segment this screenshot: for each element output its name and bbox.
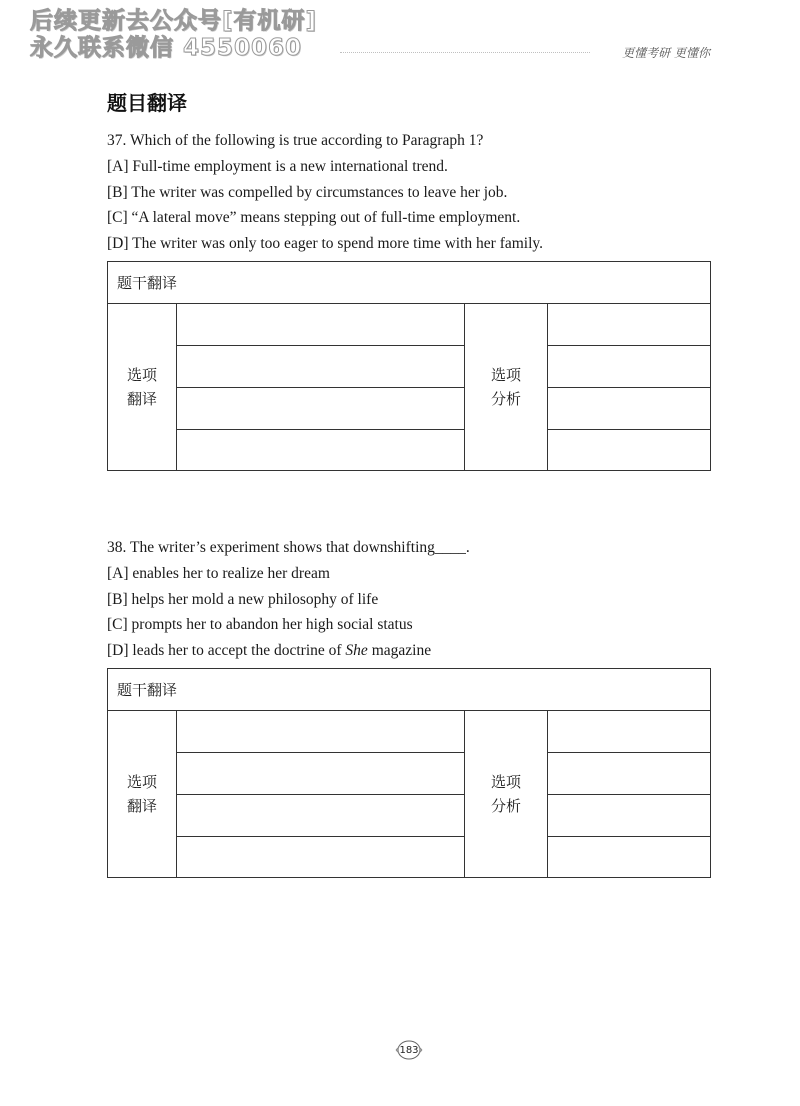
header-divider	[340, 52, 590, 53]
translation-cell[interactable]	[177, 711, 464, 753]
translation-cell[interactable]	[177, 795, 464, 837]
translation-cell[interactable]	[177, 346, 464, 388]
analysis-cell[interactable]	[547, 388, 710, 430]
translation-cell[interactable]	[177, 753, 464, 795]
analysis-cell[interactable]	[547, 753, 710, 795]
analysis-cell[interactable]	[547, 837, 710, 879]
translation-cell[interactable]	[177, 304, 464, 346]
analysis-cell[interactable]	[547, 711, 710, 753]
option-d: [D] leads her to accept the doctrine of She magazine	[107, 642, 432, 660]
translation-cell[interactable]	[177, 430, 464, 472]
option-analysis-label: 选项 分析	[464, 711, 548, 877]
option-translation-label: 选项 翻译	[108, 711, 177, 877]
option-analysis-label: 选项 分析	[464, 304, 548, 470]
table-header: 题干翻译	[108, 669, 710, 711]
header-slogan: 更懂考研 更懂你	[622, 46, 710, 60]
question-38	[107, 535, 717, 664]
option-a: [A] Full-time employment is a new international trend.	[107, 157, 448, 175]
option-c: [C] “A lateral move” means stepping out of full-time employment.	[107, 209, 521, 227]
option-translation-label: 选项 翻译	[108, 304, 177, 470]
translation-cell[interactable]	[177, 837, 464, 879]
question-stem: 38. The writer’s experiment shows that downshifting____.	[107, 539, 470, 556]
analysis-cell[interactable]	[547, 795, 710, 837]
table-header: 题干翻译	[108, 262, 710, 304]
translation-cell[interactable]	[177, 388, 464, 430]
watermark	[30, 8, 350, 62]
question-stem: 37. Which of the following is true according to Paragraph 1?	[107, 132, 484, 149]
analysis-cell[interactable]	[547, 346, 710, 388]
watermark-line-2: 永久联系微信 4550060	[30, 35, 303, 61]
option-b: [B] The writer was compelled by circumstances to leave her job.	[107, 183, 508, 201]
option-b: [B] helps her mold a new philosophy of life	[107, 590, 379, 608]
answer-table-38	[107, 668, 711, 878]
page-number: 183	[394, 1038, 424, 1062]
section-title: 题目翻译	[107, 91, 187, 115]
watermark-line-1: 后续更新去公众号[有机研]	[30, 8, 318, 34]
option-c: [C] prompts her to abandon her high social status	[107, 616, 413, 634]
option-a: [A] enables her to realize her dream	[107, 564, 330, 582]
option-d: [D] The writer was only too eager to spend more time with her family.	[107, 235, 544, 253]
answer-table-37	[107, 261, 711, 471]
question-37	[107, 128, 717, 257]
analysis-cell[interactable]	[547, 304, 710, 346]
analysis-cell[interactable]	[547, 430, 710, 472]
magazine-title: She	[345, 642, 368, 660]
